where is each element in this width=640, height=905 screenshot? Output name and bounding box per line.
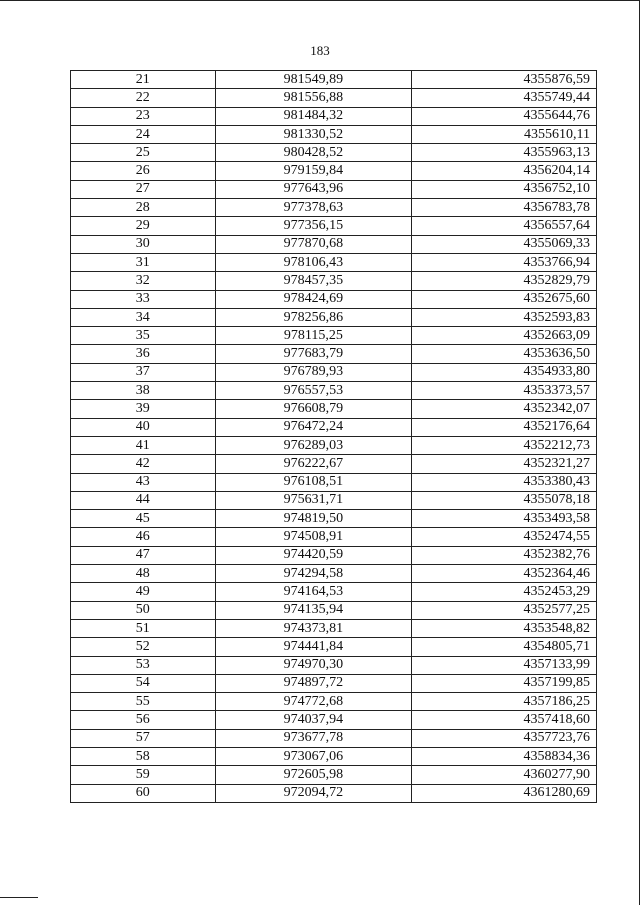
table-row bbox=[71, 528, 597, 546]
point-number-cell: 52 bbox=[71, 638, 216, 656]
x-coordinate-cell: 980428,52 bbox=[215, 144, 412, 162]
point-number-cell: 28 bbox=[71, 199, 216, 217]
table-row bbox=[71, 345, 597, 363]
table-row bbox=[71, 418, 597, 436]
table-row bbox=[71, 656, 597, 674]
x-coordinate-cell: 977643,96 bbox=[215, 180, 412, 198]
table-row bbox=[71, 436, 597, 454]
y-coordinate-cell: 4355644,76 bbox=[412, 107, 597, 125]
y-coordinate-cell: 4360277,90 bbox=[412, 766, 597, 784]
y-coordinate-cell: 4355749,44 bbox=[412, 89, 597, 107]
y-coordinate-cell: 4355610,11 bbox=[412, 125, 597, 143]
table-row bbox=[71, 491, 597, 509]
point-number-cell: 41 bbox=[71, 436, 216, 454]
y-coordinate-cell: 4352829,79 bbox=[412, 272, 597, 290]
point-number-cell: 55 bbox=[71, 693, 216, 711]
x-coordinate-cell: 975631,71 bbox=[215, 491, 412, 509]
table-row bbox=[71, 290, 597, 308]
y-coordinate-cell: 4355078,18 bbox=[412, 491, 597, 509]
x-coordinate-cell: 974441,84 bbox=[215, 638, 412, 656]
y-coordinate-cell: 4354933,80 bbox=[412, 363, 597, 381]
point-number-cell: 35 bbox=[71, 327, 216, 345]
table-row bbox=[71, 89, 597, 107]
y-coordinate-cell: 4352382,76 bbox=[412, 546, 597, 564]
point-number-cell: 53 bbox=[71, 656, 216, 674]
point-number-cell: 24 bbox=[71, 125, 216, 143]
y-coordinate-cell: 4357199,85 bbox=[412, 674, 597, 692]
point-number-cell: 29 bbox=[71, 217, 216, 235]
point-number-cell: 22 bbox=[71, 89, 216, 107]
point-number-cell: 33 bbox=[71, 290, 216, 308]
table-row bbox=[71, 71, 597, 89]
table-row bbox=[71, 327, 597, 345]
table-row bbox=[71, 747, 597, 765]
point-number-cell: 36 bbox=[71, 345, 216, 363]
table-row bbox=[71, 729, 597, 747]
x-coordinate-cell: 976608,79 bbox=[215, 400, 412, 418]
table-row bbox=[71, 162, 597, 180]
x-coordinate-cell: 974970,30 bbox=[215, 656, 412, 674]
table-row bbox=[71, 766, 597, 784]
y-coordinate-cell: 4361280,69 bbox=[412, 784, 597, 802]
point-number-cell: 26 bbox=[71, 162, 216, 180]
x-coordinate-cell: 977378,63 bbox=[215, 199, 412, 217]
table-row bbox=[71, 546, 597, 564]
table-row bbox=[71, 180, 597, 198]
point-number-cell: 37 bbox=[71, 363, 216, 381]
table-row bbox=[71, 693, 597, 711]
point-number-cell: 54 bbox=[71, 674, 216, 692]
y-coordinate-cell: 4355069,33 bbox=[412, 235, 597, 253]
table-row bbox=[71, 400, 597, 418]
y-coordinate-cell: 4357186,25 bbox=[412, 693, 597, 711]
table-row bbox=[71, 363, 597, 381]
table-row bbox=[71, 638, 597, 656]
x-coordinate-cell: 974897,72 bbox=[215, 674, 412, 692]
x-coordinate-cell: 976289,03 bbox=[215, 436, 412, 454]
x-coordinate-cell: 973677,78 bbox=[215, 729, 412, 747]
y-coordinate-cell: 4352453,29 bbox=[412, 583, 597, 601]
x-coordinate-cell: 973067,06 bbox=[215, 747, 412, 765]
x-coordinate-cell: 976789,93 bbox=[215, 363, 412, 381]
point-number-cell: 32 bbox=[71, 272, 216, 290]
point-number-cell: 30 bbox=[71, 235, 216, 253]
table-row bbox=[71, 510, 597, 528]
y-coordinate-cell: 4352364,46 bbox=[412, 565, 597, 583]
y-coordinate-cell: 4352321,27 bbox=[412, 455, 597, 473]
y-coordinate-cell: 4358834,36 bbox=[412, 747, 597, 765]
x-coordinate-cell: 974772,68 bbox=[215, 693, 412, 711]
point-number-cell: 38 bbox=[71, 382, 216, 400]
y-coordinate-cell: 4357418,60 bbox=[412, 711, 597, 729]
table-row bbox=[71, 217, 597, 235]
x-coordinate-cell: 977870,68 bbox=[215, 235, 412, 253]
table-row bbox=[71, 674, 597, 692]
y-coordinate-cell: 4357133,99 bbox=[412, 656, 597, 674]
table-row bbox=[71, 601, 597, 619]
y-coordinate-cell: 4356204,14 bbox=[412, 162, 597, 180]
x-coordinate-cell: 981556,88 bbox=[215, 89, 412, 107]
table-row bbox=[71, 455, 597, 473]
y-coordinate-cell: 4353373,57 bbox=[412, 382, 597, 400]
table-row bbox=[71, 107, 597, 125]
y-coordinate-cell: 4352474,55 bbox=[412, 528, 597, 546]
x-coordinate-cell: 974420,59 bbox=[215, 546, 412, 564]
x-coordinate-cell: 978256,86 bbox=[215, 308, 412, 326]
y-coordinate-cell: 4353548,82 bbox=[412, 619, 597, 637]
y-coordinate-cell: 4355963,13 bbox=[412, 144, 597, 162]
x-coordinate-cell: 972094,72 bbox=[215, 784, 412, 802]
y-coordinate-cell: 4353766,94 bbox=[412, 253, 597, 271]
y-coordinate-cell: 4354805,71 bbox=[412, 638, 597, 656]
point-number-cell: 39 bbox=[71, 400, 216, 418]
y-coordinate-cell: 4352577,25 bbox=[412, 601, 597, 619]
point-number-cell: 45 bbox=[71, 510, 216, 528]
point-number-cell: 43 bbox=[71, 473, 216, 491]
y-coordinate-cell: 4352176,64 bbox=[412, 418, 597, 436]
y-coordinate-cell: 4356752,10 bbox=[412, 180, 597, 198]
table-row bbox=[71, 473, 597, 491]
point-number-cell: 44 bbox=[71, 491, 216, 509]
point-number-cell: 21 bbox=[71, 71, 216, 89]
table-row bbox=[71, 199, 597, 217]
x-coordinate-cell: 974819,50 bbox=[215, 510, 412, 528]
table-row bbox=[71, 784, 597, 802]
scan-edge-mark bbox=[0, 897, 38, 898]
x-coordinate-cell: 974037,94 bbox=[215, 711, 412, 729]
y-coordinate-cell: 4352593,83 bbox=[412, 308, 597, 326]
table-row bbox=[71, 308, 597, 326]
x-coordinate-cell: 974294,58 bbox=[215, 565, 412, 583]
point-number-cell: 34 bbox=[71, 308, 216, 326]
x-coordinate-cell: 981330,52 bbox=[215, 125, 412, 143]
point-number-cell: 51 bbox=[71, 619, 216, 637]
point-number-cell: 58 bbox=[71, 747, 216, 765]
x-coordinate-cell: 974508,91 bbox=[215, 528, 412, 546]
x-coordinate-cell: 978424,69 bbox=[215, 290, 412, 308]
page-number: 183 bbox=[310, 43, 330, 58]
point-number-cell: 31 bbox=[71, 253, 216, 271]
x-coordinate-cell: 976557,53 bbox=[215, 382, 412, 400]
table-row bbox=[71, 253, 597, 271]
point-number-cell: 56 bbox=[71, 711, 216, 729]
y-coordinate-cell: 4356783,78 bbox=[412, 199, 597, 217]
table-row bbox=[71, 583, 597, 601]
x-coordinate-cell: 974373,81 bbox=[215, 619, 412, 637]
table-row bbox=[71, 711, 597, 729]
y-coordinate-cell: 4352675,60 bbox=[412, 290, 597, 308]
point-number-cell: 50 bbox=[71, 601, 216, 619]
y-coordinate-cell: 4357723,76 bbox=[412, 729, 597, 747]
y-coordinate-cell: 4352212,73 bbox=[412, 436, 597, 454]
y-coordinate-cell: 4352342,07 bbox=[412, 400, 597, 418]
point-number-cell: 48 bbox=[71, 565, 216, 583]
x-coordinate-cell: 979159,84 bbox=[215, 162, 412, 180]
table-row bbox=[71, 565, 597, 583]
y-coordinate-cell: 4353493,58 bbox=[412, 510, 597, 528]
point-number-cell: 42 bbox=[71, 455, 216, 473]
point-number-cell: 25 bbox=[71, 144, 216, 162]
point-number-cell: 57 bbox=[71, 729, 216, 747]
y-coordinate-cell: 4352663,09 bbox=[412, 327, 597, 345]
x-coordinate-cell: 976222,67 bbox=[215, 455, 412, 473]
point-number-cell: 60 bbox=[71, 784, 216, 802]
point-number-cell: 40 bbox=[71, 418, 216, 436]
x-coordinate-cell: 981484,32 bbox=[215, 107, 412, 125]
x-coordinate-cell: 977356,15 bbox=[215, 217, 412, 235]
y-coordinate-cell: 4356557,64 bbox=[412, 217, 597, 235]
x-coordinate-cell: 981549,89 bbox=[215, 71, 412, 89]
point-number-cell: 27 bbox=[71, 180, 216, 198]
y-coordinate-cell: 4353380,43 bbox=[412, 473, 597, 491]
table-row bbox=[71, 144, 597, 162]
y-coordinate-cell: 4355876,59 bbox=[412, 71, 597, 89]
x-coordinate-cell: 976108,51 bbox=[215, 473, 412, 491]
point-number-cell: 46 bbox=[71, 528, 216, 546]
x-coordinate-cell: 974164,53 bbox=[215, 583, 412, 601]
table-row bbox=[71, 619, 597, 637]
coordinates-table bbox=[70, 70, 597, 803]
x-coordinate-cell: 976472,24 bbox=[215, 418, 412, 436]
coordinates-table-body bbox=[71, 71, 597, 803]
table-row bbox=[71, 235, 597, 253]
table-row bbox=[71, 125, 597, 143]
table-row bbox=[71, 382, 597, 400]
x-coordinate-cell: 974135,94 bbox=[215, 601, 412, 619]
point-number-cell: 59 bbox=[71, 766, 216, 784]
point-number-cell: 47 bbox=[71, 546, 216, 564]
x-coordinate-cell: 972605,98 bbox=[215, 766, 412, 784]
x-coordinate-cell: 978115,25 bbox=[215, 327, 412, 345]
point-number-cell: 49 bbox=[71, 583, 216, 601]
point-number-cell: 23 bbox=[71, 107, 216, 125]
y-coordinate-cell: 4353636,50 bbox=[412, 345, 597, 363]
table-row bbox=[71, 272, 597, 290]
x-coordinate-cell: 978457,35 bbox=[215, 272, 412, 290]
x-coordinate-cell: 978106,43 bbox=[215, 253, 412, 271]
x-coordinate-cell: 977683,79 bbox=[215, 345, 412, 363]
